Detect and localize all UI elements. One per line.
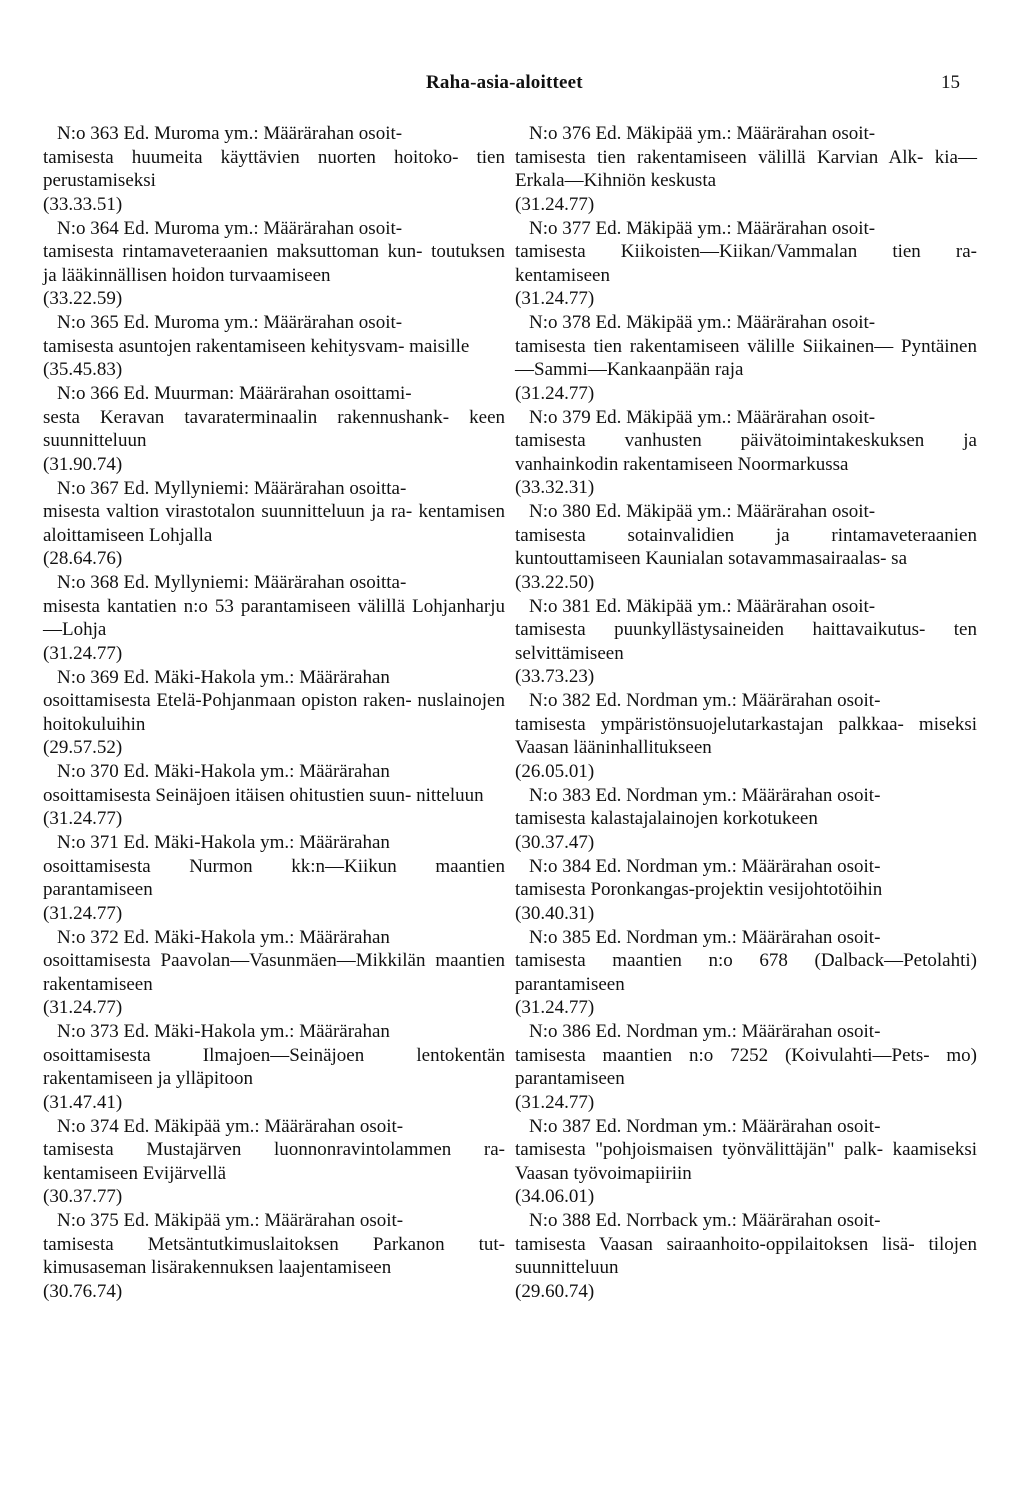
motion-heading: N:o 371 Ed. Mäki-Hakola ym.: Määrärahan <box>57 832 390 853</box>
motion-text: tamisesta "pohjoismaisen työnvälittäjän" palk- kaamiseksi Vaasan työvoimapiiriin <box>515 1139 977 1184</box>
motion-text: tamisesta vanhusten päivätoimintakeskuksen ja vanhainkodin rakentamiseen Noormarkussa <box>515 430 977 475</box>
budget-reference: (33.22.59) <box>43 288 123 309</box>
motion-entry <box>515 855 977 926</box>
motion-entry <box>515 595 977 689</box>
motion-entry <box>515 500 977 594</box>
motion-text: tamisesta Poronkangas-projektin vesijohtotöihin <box>515 879 883 900</box>
motion-text: tamisesta ympäristönsuojelutarkastajan palkkaa- miseksi Vaasan lääninhallitukseen <box>515 713 977 758</box>
motion-heading: N:o 377 Ed. Mäkipää ym.: Määrärahan osoit- <box>529 217 876 239</box>
budget-reference: (33.22.50) <box>515 571 595 593</box>
motion-entry <box>43 1209 505 1303</box>
motion-text: tamisesta Metsäntutkimuslaitoksen Parkanon tut- kimusaseman lisärakennuksen laajentamiseen <box>43 1233 505 1278</box>
budget-reference: (29.60.74) <box>515 1280 595 1302</box>
motion-entry <box>515 1020 977 1114</box>
motion-entry <box>43 122 505 216</box>
motion-text: misesta kantatien n:o 53 parantamiseen välillä Lohjanharju—Lohja <box>43 595 505 640</box>
running-title: Raha-asia-aloitteet <box>426 72 583 93</box>
motion-entry <box>43 477 505 571</box>
budget-reference: (33.33.51) <box>43 193 123 215</box>
motion-heading: N:o 383 Ed. Nordman ym.: Määrärahan osoit- <box>529 784 881 806</box>
motion-entry <box>43 217 505 311</box>
budget-reference: (31.24.77) <box>43 808 123 829</box>
motion-heading: N:o 384 Ed. Nordman ym.: Määrärahan osoit- <box>529 855 881 877</box>
budget-reference: (31.24.77) <box>515 288 595 309</box>
page-number: 15 <box>941 72 960 93</box>
motion-heading: N:o 364 Ed. Muroma ym.: Määrärahan osoit- <box>57 217 403 239</box>
motion-heading: N:o 373 Ed. Mäki-Hakola ym.: Määrärahan <box>57 1021 390 1042</box>
motion-heading: N:o 370 Ed. Mäki-Hakola ym.: Määrärahan <box>57 761 390 782</box>
budget-reference: (31.24.77) <box>515 382 595 404</box>
motion-text: tamisesta huumeita käyttävien nuorten hoitoko- tien perustamiseksi <box>43 146 505 191</box>
motion-text: tamisesta Kiikoisten—Kiikan/Vammalan tien ra- kentamiseen <box>515 241 977 286</box>
motion-entry <box>515 784 977 855</box>
motion-heading: N:o 380 Ed. Mäkipää ym.: Määrärahan osoit- <box>529 501 876 522</box>
budget-reference: (28.64.76) <box>43 548 123 569</box>
budget-reference: (33.32.31) <box>515 477 595 498</box>
budget-reference: (30.40.31) <box>515 902 595 924</box>
motion-entry <box>515 122 977 216</box>
motion-text: tamisesta sotainvalidien ja rintamaveteraanien kuntouttamiseen Kaunialan sotavammasairaalas- sa <box>515 524 977 569</box>
motion-text: osoittamisesta Seinäjoen itäisen ohitustien suun- nitteluun <box>43 784 484 806</box>
motion-entry <box>515 217 977 311</box>
motion-text: tamisesta puunkyllästysaineiden haittavaikutus- ten selvittämiseen <box>515 619 977 664</box>
budget-reference: (31.24.77) <box>43 642 123 664</box>
motion-heading: N:o 369 Ed. Mäki-Hakola ym.: Määrärahan <box>57 666 390 688</box>
budget-reference: (29.57.52) <box>43 737 123 758</box>
budget-reference: (33.73.23) <box>515 666 595 687</box>
budget-reference: (31.24.77) <box>515 997 595 1018</box>
motion-heading: N:o 382 Ed. Nordman ym.: Määrärahan osoit- <box>529 690 881 711</box>
motion-entry <box>43 311 505 382</box>
motion-heading: N:o 365 Ed. Muroma ym.: Määrärahan osoit- <box>57 312 403 333</box>
motion-heading: N:o 386 Ed. Nordman ym.: Määrärahan osoit- <box>529 1021 881 1042</box>
motion-heading: N:o 372 Ed. Mäki-Hakola ym.: Määrärahan <box>57 926 390 948</box>
motion-text: tamisesta rintamaveteraanien maksuttoman kun- toutuksen ja lääkinnällisen hoidon turvaamiseen <box>43 241 505 286</box>
budget-reference: (30.37.77) <box>43 1186 123 1207</box>
motion-heading: N:o 379 Ed. Mäkipää ym.: Määrärahan osoit- <box>529 406 876 428</box>
motion-text: tamisesta asuntojen rakentamiseen kehitysvam- maisille <box>43 335 470 357</box>
budget-reference: (31.24.77) <box>43 997 123 1018</box>
budget-reference: (26.05.01) <box>515 760 595 782</box>
left-column <box>43 122 505 1304</box>
motion-entry <box>515 1115 977 1209</box>
motion-text: tamisesta maantien n:o 7252 (Koivulahti—Pets- mo) parantamiseen <box>515 1044 977 1089</box>
motion-entry <box>515 1209 977 1303</box>
budget-reference: (31.24.77) <box>515 1091 595 1113</box>
motion-entry <box>515 926 977 1020</box>
budget-reference: (30.76.74) <box>43 1280 123 1302</box>
motion-entry <box>515 406 977 500</box>
motion-heading: N:o 368 Ed. Myllyniemi: Määrärahan osoitta- <box>57 572 407 593</box>
motion-heading: N:o 374 Ed. Mäkipää ym.: Määrärahan osoit- <box>57 1115 404 1137</box>
motion-text: tamisesta Mustajärven luonnonravintolammen ra- kentamiseen Evijärvellä <box>43 1139 505 1184</box>
page-header <box>0 62 1024 92</box>
motion-entry <box>515 689 977 783</box>
motion-heading: N:o 385 Ed. Nordman ym.: Määrärahan osoit- <box>529 926 881 948</box>
motion-heading: N:o 387 Ed. Nordman ym.: Määrärahan osoit- <box>529 1115 881 1137</box>
budget-reference: (31.24.77) <box>515 193 595 215</box>
motion-entry <box>43 1020 505 1114</box>
budget-reference: (31.24.77) <box>43 902 123 924</box>
motion-text: osoittamisesta Ilmajoen—Seinäjoen lentokentän rakentamiseen ja ylläpitoon <box>43 1044 505 1089</box>
motion-text: tamisesta Vaasan sairaanhoito-oppilaitoksen lisä- tilojen suunnitteluun <box>515 1233 977 1278</box>
motion-heading: N:o 367 Ed. Myllyniemi: Määrärahan osoitta- <box>57 477 407 499</box>
motion-entry <box>43 760 505 831</box>
motion-text: osoittamisesta Etelä-Pohjanmaan opiston raken- nuslainojen hoitokuluihin <box>43 690 505 735</box>
motion-heading: N:o 376 Ed. Mäkipää ym.: Määrärahan osoit- <box>529 123 876 144</box>
motion-entry <box>43 926 505 1020</box>
motion-entry <box>515 311 977 405</box>
right-column <box>515 122 977 1304</box>
motion-text: tamisesta maantien n:o 678 (Dalback—Petolahti) parantamiseen <box>515 950 977 995</box>
motion-heading: N:o 375 Ed. Mäkipää ym.: Määrärahan osoit- <box>57 1210 404 1231</box>
motion-entry <box>43 571 505 665</box>
motion-text: osoittamisesta Nurmon kk:n—Kiikun maantien parantamiseen <box>43 855 505 900</box>
motion-text: sesta Keravan tavaraterminaalin rakennushank- keen suunnitteluun <box>43 406 505 451</box>
motion-text: tamisesta tien rakentamiseen välillä Karvian Alk- kia—Erkala—Kihniön keskusta <box>515 146 977 191</box>
motion-text: misesta valtion virastotalon suunnitteluun ja ra- kentamisen aloittamiseen Lohjalla <box>43 501 505 546</box>
motion-text: osoittamisesta Paavolan—Vasunmäen—Mikkilän maantien rakentamiseen <box>43 950 505 995</box>
motion-entry <box>43 1115 505 1209</box>
budget-reference: (34.06.01) <box>515 1186 595 1207</box>
motion-heading: N:o 381 Ed. Mäkipää ym.: Määrärahan osoit- <box>529 595 876 617</box>
budget-reference: (30.37.47) <box>515 831 595 853</box>
motion-text: tamisesta kalastajalainojen korkotukeen <box>515 808 818 829</box>
budget-reference: (31.47.41) <box>43 1091 123 1113</box>
motion-heading: N:o 366 Ed. Muurman: Määrärahan osoittami- <box>57 383 412 404</box>
motion-heading: N:o 388 Ed. Norrback ym.: Määrärahan osoit- <box>529 1210 881 1231</box>
motion-entry <box>43 382 505 476</box>
motion-entry <box>43 666 505 760</box>
motion-text: tamisesta tien rakentamiseen välille Siikainen— Pyntäinen—Sammi—Kankaanpään raja <box>515 335 977 380</box>
budget-reference: (31.90.74) <box>43 453 123 475</box>
motion-heading: N:o 378 Ed. Mäkipää ym.: Määrärahan osoit- <box>529 312 876 333</box>
motion-entry <box>43 831 505 925</box>
motion-heading: N:o 363 Ed. Muroma ym.: Määrärahan osoit- <box>57 123 403 144</box>
budget-reference: (35.45.83) <box>43 359 123 380</box>
